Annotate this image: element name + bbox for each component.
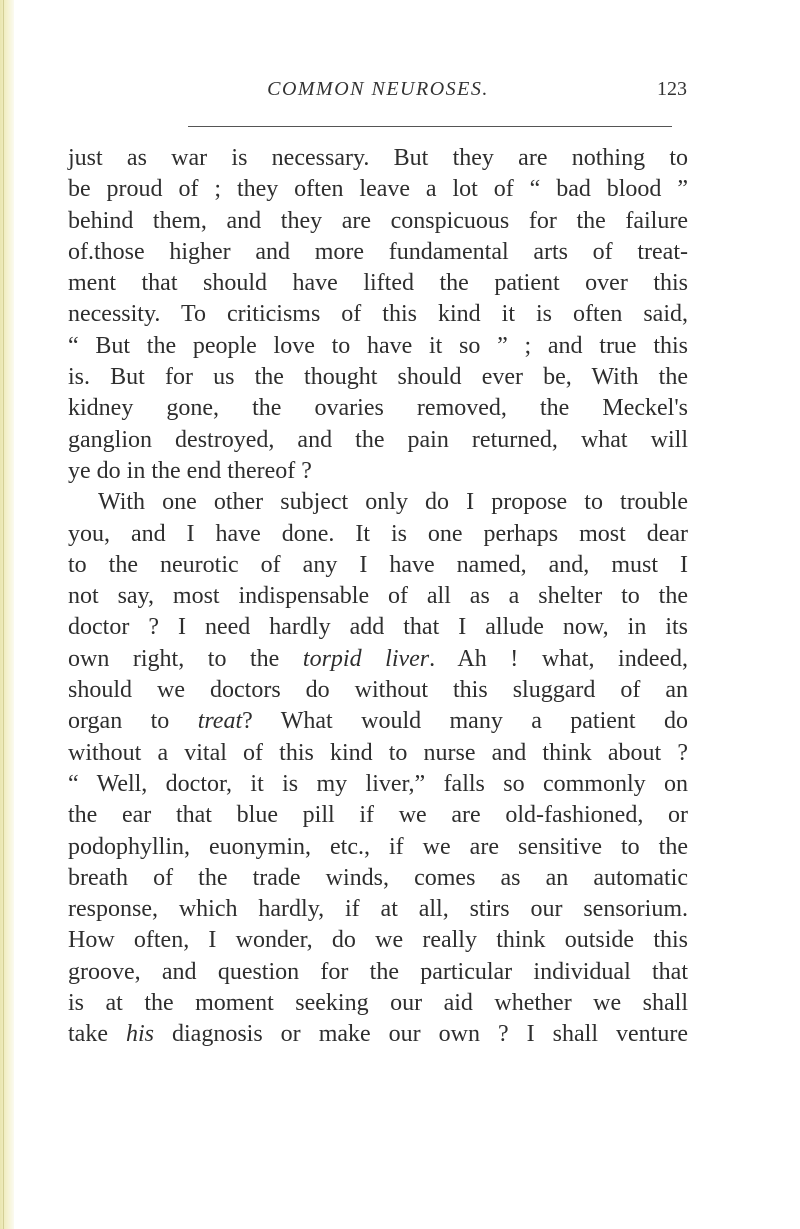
text-line: is. But for us the thought should ever be, With the: [68, 364, 688, 391]
paragraph-end-line: ye do in the end thereof ?: [68, 457, 312, 484]
text-line: just as war is necessary. But they are nothing to: [68, 145, 688, 171]
text-line: kidney gone, the ovaries removed, the Meckel's: [68, 395, 688, 422]
text-line: without a vital of this kind to nurse and think about ?: [68, 739, 688, 766]
running-head: [68, 68, 688, 108]
text-line: breath of the trade winds, comes as an automatic: [68, 864, 688, 891]
text-line: groove, and question for the particular individual that: [68, 958, 688, 985]
header-rule: [188, 126, 672, 127]
text-line: own right, to the torpid liver. Ah ! what, indeed,: [68, 645, 688, 672]
text-line: ganglion destroyed, and the pain returned, what will: [68, 426, 688, 453]
text-line: “ But the people love to have it so ” ; and true this: [68, 332, 688, 359]
running-title: COMMON NEUROSES.: [267, 78, 489, 100]
text-line: response, which hardly, if at all, stirs our sensorium.: [68, 896, 688, 923]
paragraph-start-line: With one other subject only do I propose to trouble: [98, 489, 688, 516]
page-number: 123: [657, 78, 687, 100]
text-line: not say, most indispensable of all as a shelter to the: [68, 583, 688, 610]
body-text: [68, 143, 688, 1051]
text-line: behind them, and they are conspicuous for the failure: [68, 207, 688, 234]
book-page: [68, 68, 688, 1048]
italic-phrase: torpid liver: [302, 645, 430, 672]
text-line: you, and I have done. It is one perhaps most dear: [68, 520, 688, 547]
text-line: to the neurotic of any I have named, and, must I: [68, 551, 688, 578]
text-line: take his diagnosis or make our own ? I shall venture: [68, 1021, 688, 1048]
text-line: of.those higher and more fundamental arts of treat-: [68, 238, 688, 265]
text-line: organ to treat? What would many a patient do: [68, 708, 688, 735]
book-gutter-edge: [0, 0, 14, 1229]
text-line: doctor ? I need hardly add that I allude now, in its: [68, 614, 688, 641]
italic-word: treat: [197, 708, 243, 735]
text-line: “ Well, doctor, it is my liver,” falls so commonly on: [68, 770, 688, 797]
italic-word: his: [125, 1021, 154, 1048]
text-line: necessity. To criticisms of this kind it is often said,: [68, 301, 688, 328]
text-line: ment that should have lifted the patient over this: [68, 270, 688, 297]
text-line: How often, I wonder, do we really think outside this: [68, 927, 688, 954]
text-line: is at the moment seeking our aid whether we shall: [68, 990, 688, 1017]
text-line: should we doctors do without this sluggard of an: [68, 677, 688, 704]
text-line: podophyllin, euonymin, etc., if we are sensitive to the: [68, 833, 688, 860]
text-line: the ear that blue pill if we are old-fashioned, or: [68, 802, 688, 829]
text-line: be proud of ; they often leave a lot of “ bad blood ”: [68, 176, 688, 203]
